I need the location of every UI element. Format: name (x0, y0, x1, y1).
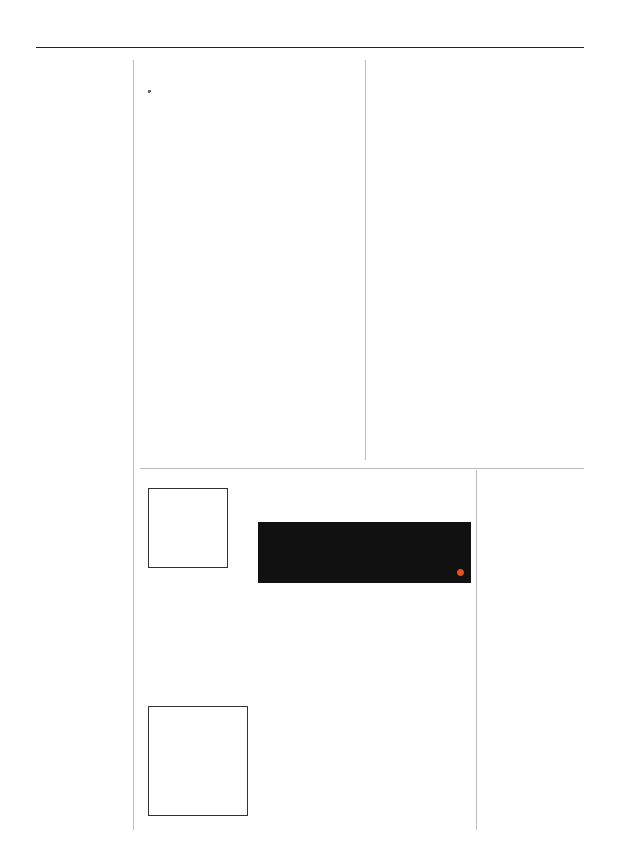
jeroglifico-box (148, 706, 248, 816)
crucigrama-blanco-grid[interactable] (372, 90, 582, 290)
crucigrama-horizontales (148, 305, 253, 306)
column-divider (476, 470, 477, 830)
crucigrama-blanco-horizontales (372, 305, 477, 306)
column-divider (365, 60, 366, 460)
manifiesto-ad-banner[interactable] (258, 522, 471, 583)
row-divider (140, 468, 584, 469)
page-header (36, 34, 584, 48)
column-divider (133, 60, 134, 830)
crossword-cell[interactable] (148, 90, 150, 92)
punto-radio-logo (456, 569, 465, 579)
solutions-text (484, 590, 584, 830)
chess-board[interactable] (148, 488, 228, 568)
crucigrama-verticales (260, 305, 360, 306)
ajedrez-caption (148, 594, 248, 595)
crucigrama-blanco-verticales (484, 305, 584, 306)
crucigrama-grid[interactable] (148, 90, 358, 290)
